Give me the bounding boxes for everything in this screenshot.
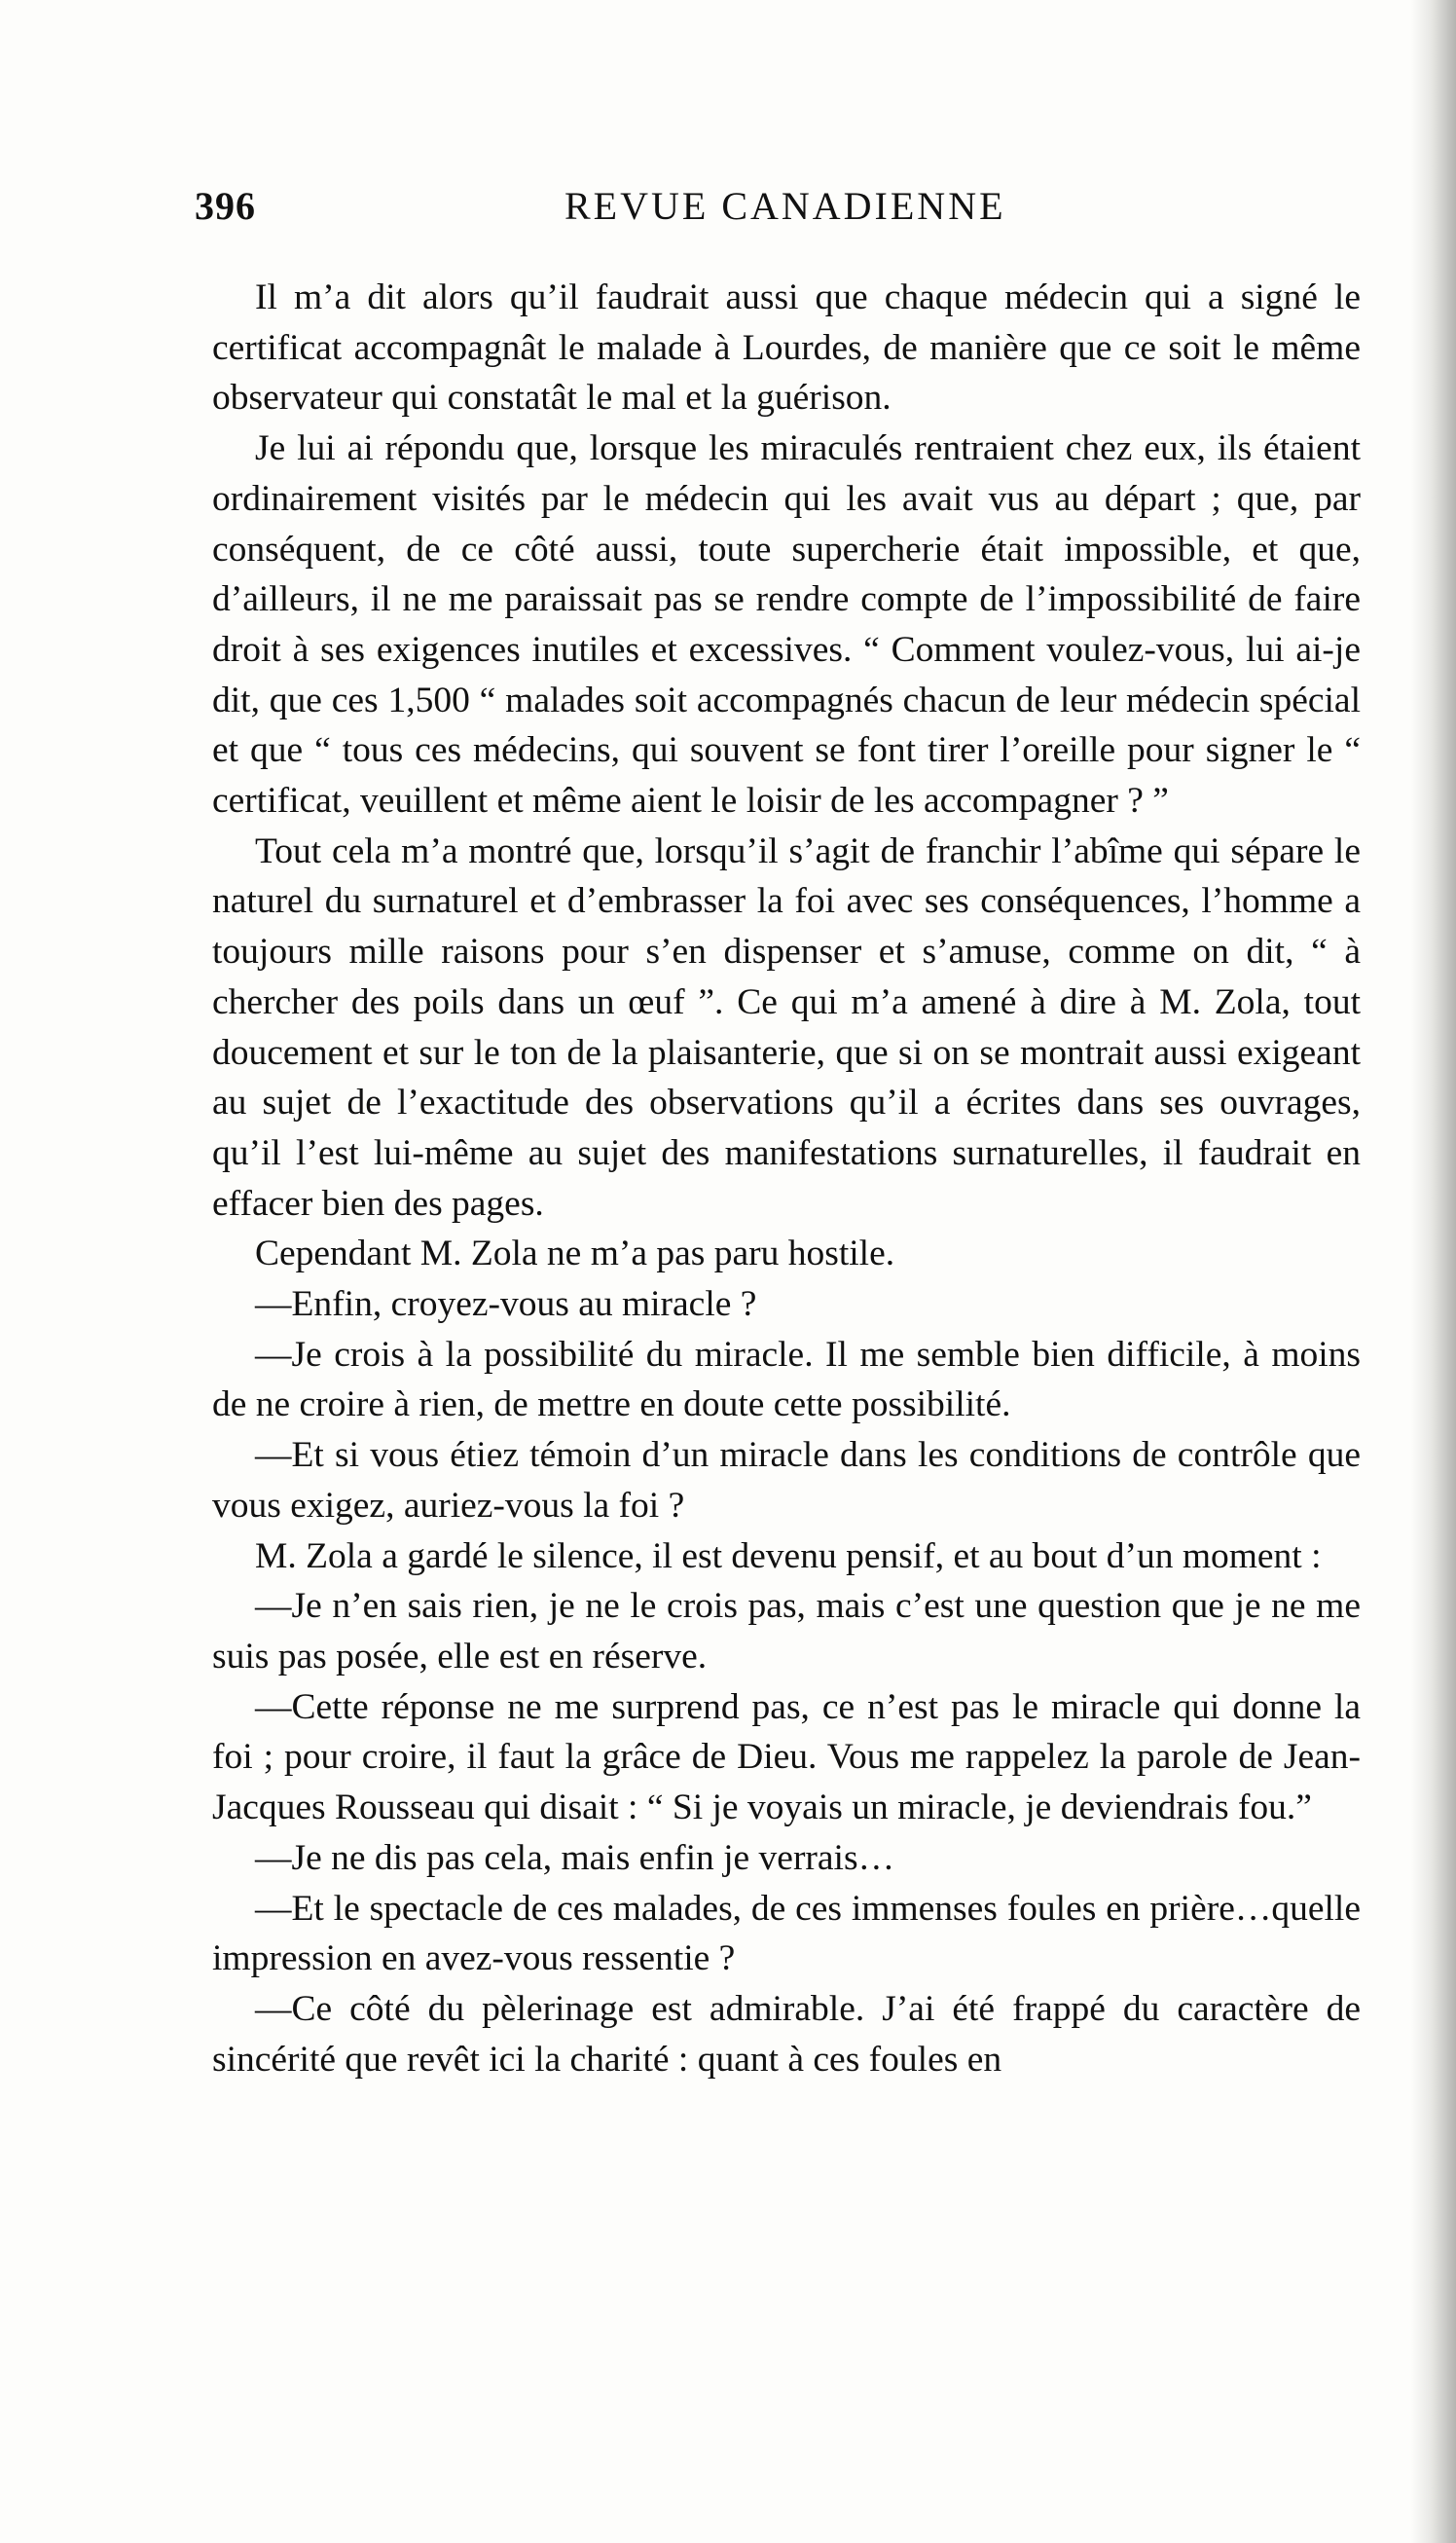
paragraph: Je lui ai répondu que, lorsque les miraculés rentraient chez eux, ils étaient ordinairement visités par le médecin qui les avait vus au départ ; que, par conséquent, de ce côté aussi, toute supercherie était impossible, et que, d’ailleurs, il ne me paraissait pas se rendre compte de l’impossibilité de faire droit à ses exigences inutiles et excessives. “ Comment voulez-vous, lui ai-je dit, que ces 1,500 “ malades soit accompagnés chacun de leur médecin spécial et que “ tous ces médecins, qui souvent se font tirer l’oreille pour signer le “ certificat, veuillent et même aient le loisir de les accompagner ? ”	[212, 428, 1361, 822]
paragraph: —Je ne dis pas cela, mais enfin je verrais…	[255, 1837, 895, 1878]
page-edge-shadow	[1411, 0, 1456, 2543]
paragraph: —Je crois à la possibilité du miracle. Il me semble bien difficile, à moins de ne croire à rien, de mettre en doute cette possibilité.	[212, 1334, 1361, 1425]
paragraph: —Ce côté du pèlerinage est admirable. J’ai été frappé du caractère de sincérité que revêt ici la charité : quant à ces foules en	[212, 1988, 1361, 2080]
paragraph: —Enfin, croyez-vous au miracle ?	[255, 1284, 757, 1325]
paragraph: Il m’a dit alors qu’il faudrait aussi que chaque médecin qui a signé le certificat accompagnât le malade à Lourdes, de manière que ce soit le même observateur qui constatât le mal et la guérison.	[212, 277, 1361, 419]
page-number: 396	[195, 184, 256, 228]
paragraph: Tout cela m’a montré que, lorsqu’il s’agit de franchir l’abîme qui sépare le naturel du surnaturel et d’embrasser la foi avec ses conséquences, l’homme a toujours mille raisons pour s’en dispenser et s’amuse, comme on dit, “ à chercher des poils dans un œuf ”. Ce qui m’a amené à dire à M. Zola, tout doucement et sur le ton de la plaisanterie, que si on se montrait aussi exigeant au sujet de l’exactitude des observations qu’il a écrites dans ses ouvrages, qu’il l’est lui-même au sujet des manifestations surnaturelles, il faudrait en effacer bien des pages.	[212, 830, 1361, 1224]
page-header	[195, 183, 1294, 241]
body-text	[212, 273, 1361, 2084]
paragraph: Cependant M. Zola ne m’a pas paru hostile.	[255, 1234, 895, 1274]
paragraph: —Et si vous étiez témoin d’un miracle dans les conditions de contrôle que vous exigez, auriez-vous la foi ?	[212, 1435, 1361, 1526]
paragraph: —Cette réponse ne me surprend pas, ce n’est pas le miracle qui donne la foi ; pour croire, il faut la grâce de Dieu. Vous me rappelez la parole de Jean-Jacques Rousseau qui disait : “ Si je voyais un miracle, je deviendrais fou.”	[212, 1686, 1361, 1828]
running-head: REVUE CANADIENNE	[564, 184, 1006, 228]
paragraph: —Et le spectacle de ces malades, de ces immenses foules en prière…quelle impression en avez-vous ressentie ?	[212, 1888, 1361, 1979]
paragraph: —Je n’en sais rien, je ne le crois pas, mais c’est une question que je ne me suis pas posée, elle est en réserve.	[212, 1586, 1361, 1677]
paragraph: M. Zola a gardé le silence, il est devenu pensif, et au bout d’un moment :	[255, 1535, 1322, 1576]
